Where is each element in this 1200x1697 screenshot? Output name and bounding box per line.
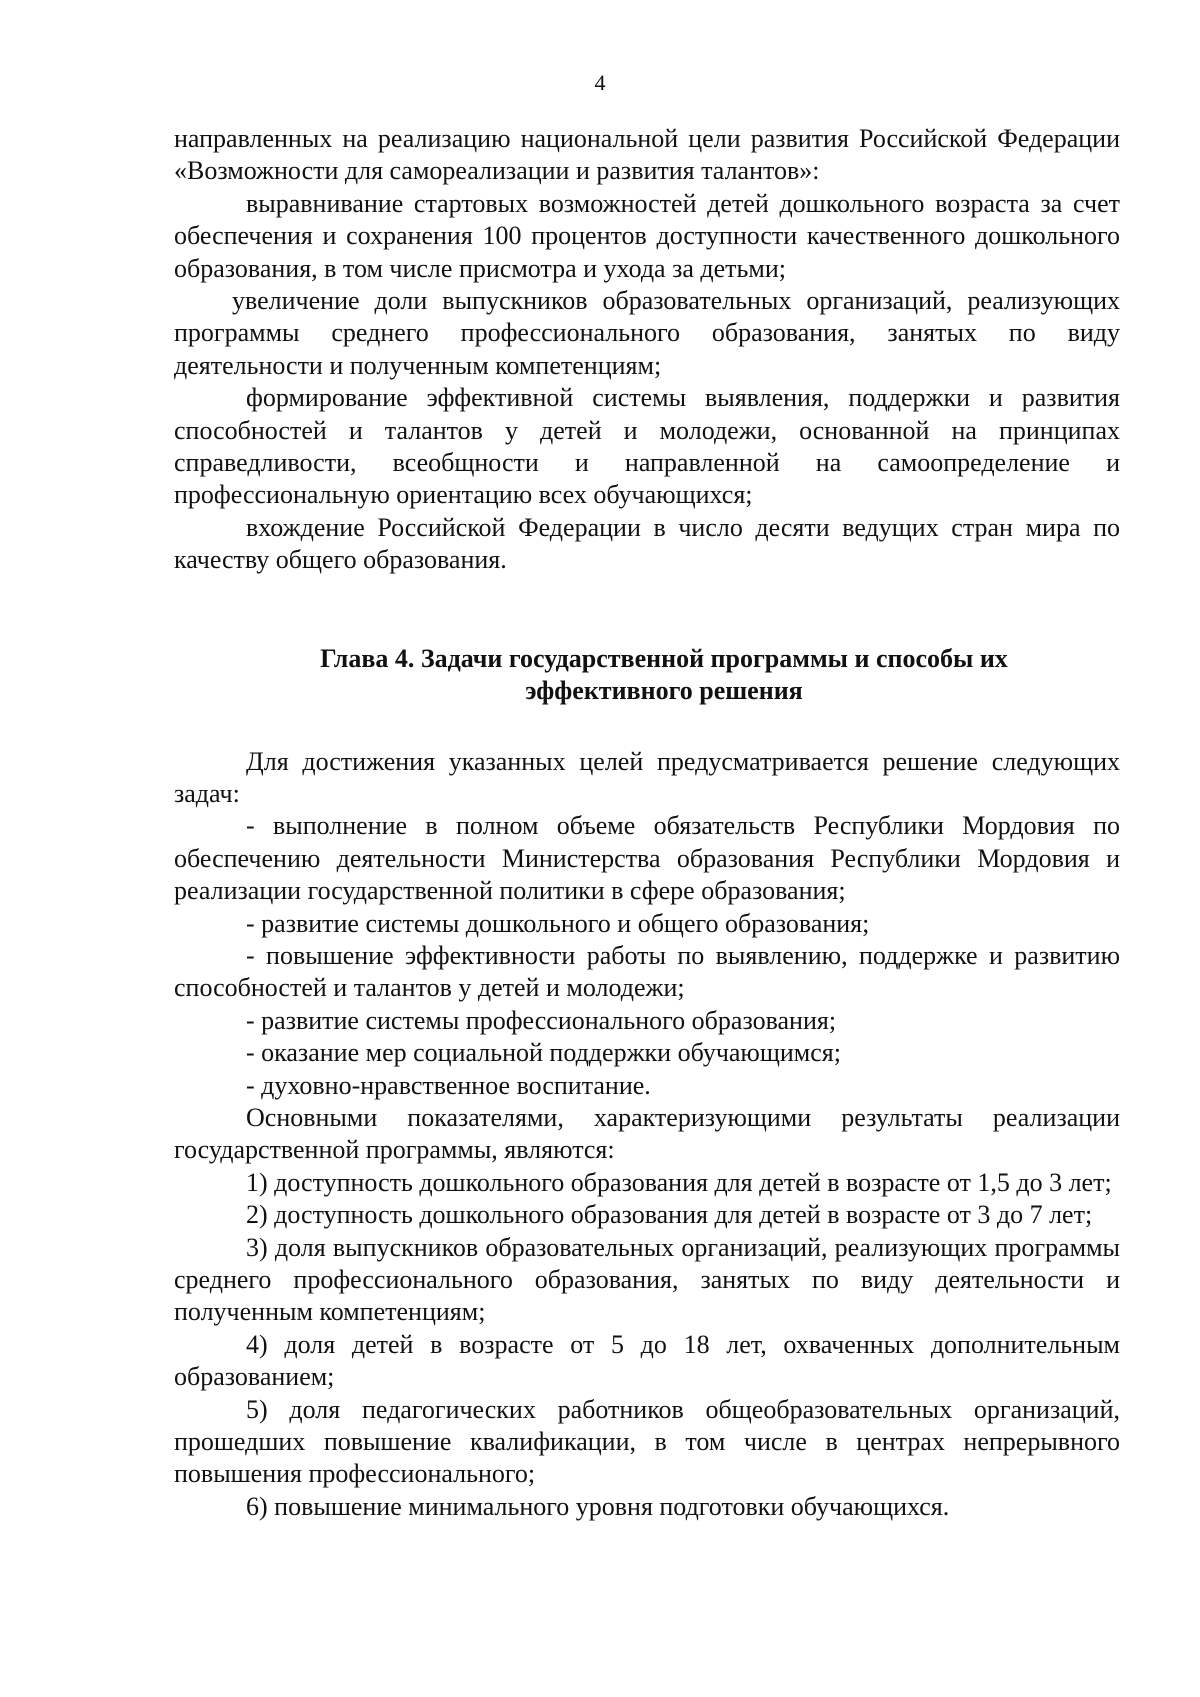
task-item: - духовно-нравственное воспитание. — [246, 1070, 651, 1100]
indicator-item: 3) доля выпускников образовательных организаций, реализующих программы среднего профессионального образования, занятых по виду деятельности и полученным компетенциям; — [174, 1232, 1120, 1327]
indicator-item: 4) доля детей в возрасте от 5 до 18 лет, охваченных дополнительным образованием; — [174, 1329, 1120, 1392]
body-paragraph: Основными показателями, характеризующими результаты реализации государственной программы, являются: — [174, 1102, 1120, 1165]
indicator-item: 5) доля педагогических работников общеобразовательных организаций, прошедших повышение квалификации, в том числе в центрах непрерывного повышения профессионального; — [174, 1394, 1120, 1489]
intro-paragraph: направленных на реализацию национальной цели развития Российской Федерации «Возможности для самореализации и развития талантов»: — [174, 124, 1120, 186]
intro-paragraph: выравнивание стартовых возможностей детей дошкольного возраста за счет обеспечения и сохранения 100 процентов доступности качественного дошкольного образования, в том числе присмотра и ухода за детьми; — [174, 188, 1120, 283]
page-content — [174, 123, 1120, 1523]
task-item: - выполнение в полном объеме обязательств Республики Мордовия по обеспечению деятельности Министерства образования Республики Мордовия и реализации государственной политики в сфере образования; — [174, 811, 1120, 906]
task-item: - развитие системы дошкольного и общего образования; — [246, 908, 870, 938]
body-paragraph: Для достижения указанных целей предусматривается решение следующих задач: — [174, 746, 1120, 808]
indicator-item: 6) повышение минимального уровня подготовки обучающихся. — [246, 1491, 950, 1521]
intro-paragraph: вхождение Российской Федерации в число десяти ведущих стран мира по качеству общего образования. — [174, 512, 1120, 575]
chapter-heading — [174, 643, 1120, 708]
intro-paragraph: формирование эффективной системы выявления, поддержки и развития способностей и талантов у детей и молодежи, основанной на принципах справедливости, всеобщности и направленной на самоопределение и профессиональную ориентацию всех обучающихся; — [174, 383, 1120, 510]
task-item: - повышение эффективности работы по выявлению, поддержке и развитию способностей и талантов у детей и молодежи; — [174, 940, 1120, 1003]
task-item: - развитие системы профессионального образования; — [246, 1005, 837, 1035]
chapter-heading-line-2: эффективного решения — [525, 676, 803, 706]
indicator-item: 2) доступность дошкольного образования для детей в возрасте от 3 до 7 лет; — [246, 1200, 1093, 1230]
intro-paragraph: увеличение доли выпускников образовательных организаций, реализующих программы среднего профессионального образования, занятых по виду деятельности и полученным компетенциям; — [174, 286, 1120, 380]
task-item: - оказание мер социальной поддержки обучающимся; — [246, 1038, 841, 1068]
chapter-heading-line-1: Глава 4. Задачи государственной программы и способы их — [320, 643, 1008, 673]
indicator-item: 1) доступность дошкольного образования для детей в возрасте от 1,5 до 3 лет; — [246, 1167, 1112, 1197]
page-number: 4 — [594, 70, 606, 95]
